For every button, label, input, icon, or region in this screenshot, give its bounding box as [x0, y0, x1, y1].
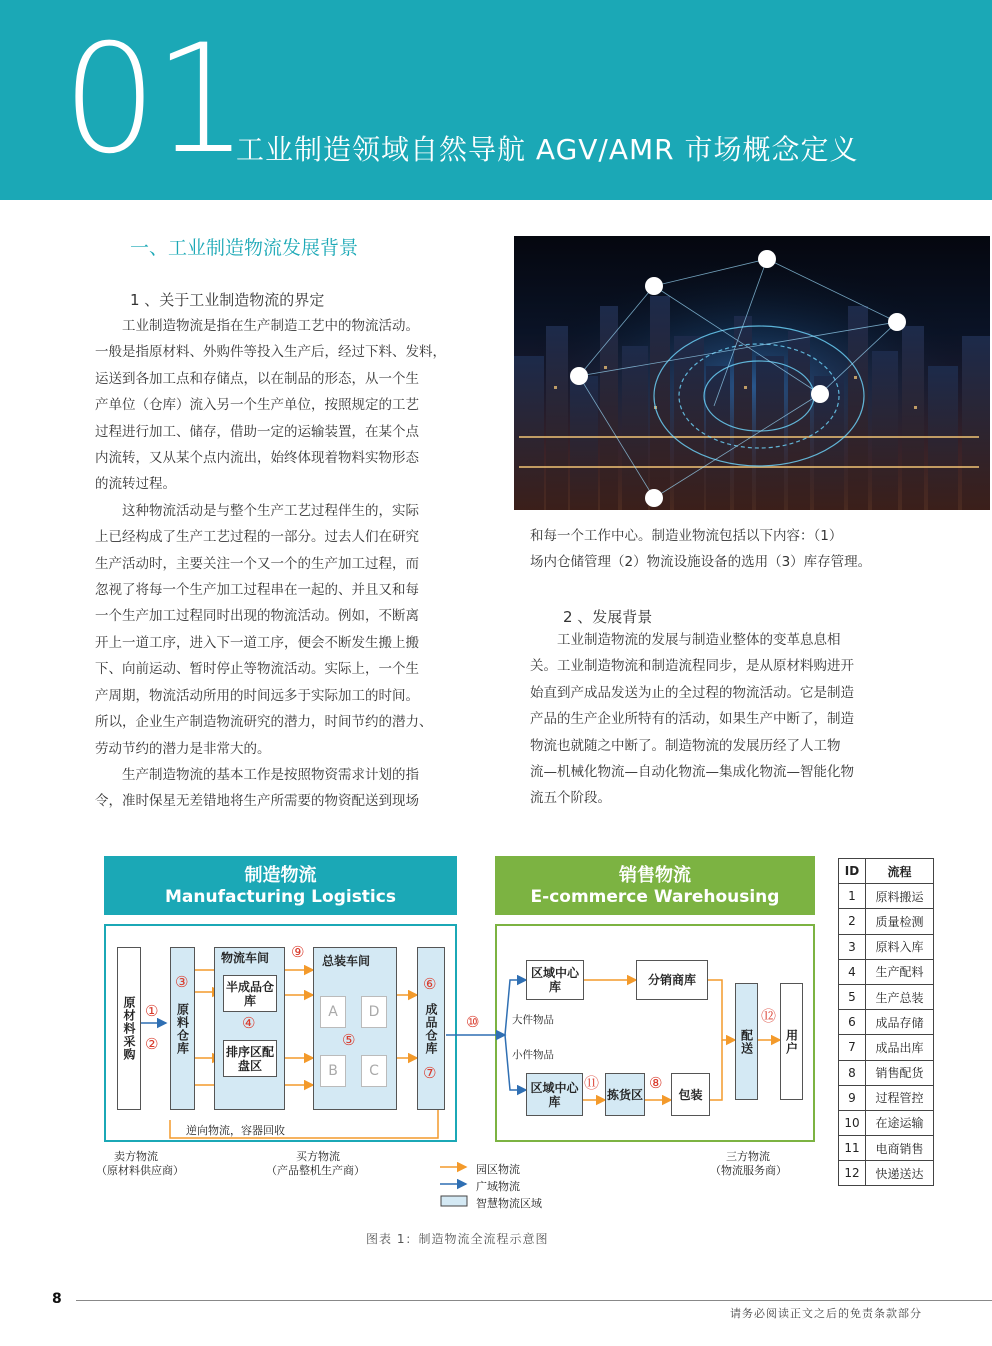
body-text-line: 劳动节约的潜力是非常大的。 [95, 740, 271, 757]
table-cell-id: 3 [839, 934, 866, 959]
figure-caption: 图表 1：制造物流全流程示意图 [366, 1232, 549, 1246]
distributor-box: 分销商库 [636, 960, 708, 1000]
body-text-line: 生产活动时，主要关注一个又一个的生产加工过程，而 [95, 555, 419, 572]
body-text-line: 运送到各加工点和存储点，以在制品的形态，从一个生 [95, 370, 419, 387]
body-text-line: 产周期，物流活动所用的时间远多于实际加工的时间。 [95, 687, 419, 704]
body-text-line: 物流也就随之中断了。制造物流的发展历经了人工物 [530, 737, 841, 754]
raw-warehouse-box: 原料仓库 [170, 947, 195, 1110]
table-cell-process: 生产配料 [866, 959, 934, 984]
table-cell-id: 9 [839, 1085, 866, 1110]
table-row [839, 909, 934, 934]
region-center-1-box: 区域中心库 [526, 960, 584, 1000]
body-text-line: 工业制造物流是指在生产制造工艺中的物流活动。 [95, 318, 419, 334]
table-cell-process: 在途运输 [866, 1110, 934, 1135]
body-text-line: 场内仓储管理（2）物流设施设备的选用（3）库存管理。 [530, 554, 872, 571]
picking-box: 拣货区 [605, 1073, 645, 1116]
logistics-workshop-label: 物流车间 [221, 951, 270, 965]
table-row [839, 1136, 934, 1161]
node-a: A [320, 996, 346, 1028]
table-cell-id: 11 [839, 1136, 866, 1161]
body-text-line: 内流转，又从某个点内流出，始终体现着物料实物形态 [95, 450, 419, 467]
chapter-title: 工业制造领域自然导航 AGV/AMR 市场概念定义 [236, 133, 859, 166]
table-row [839, 1161, 934, 1186]
body-text-line: 忽视了将每一个生产加工过程串在一起的、并且又和每 [95, 582, 419, 599]
table-cell-id: 2 [839, 909, 866, 934]
table-row [839, 1035, 934, 1060]
table-cell-process: 质量检测 [866, 909, 934, 934]
legend-park-label: 园区物流 [476, 1163, 520, 1176]
body-text-line: 流五个阶段。 [530, 790, 611, 807]
manufacturing-title-en: Manufacturing Logistics [165, 887, 396, 907]
table-cell-id: 6 [839, 1010, 866, 1035]
step-11-marker: ⑪ [584, 1074, 600, 1092]
table-header-row [839, 859, 934, 884]
table-row [839, 959, 934, 984]
table-cell-process: 原料搬运 [866, 884, 934, 909]
table-cell-id: 1 [839, 884, 866, 909]
node-c: C [361, 1055, 387, 1087]
table-cell-process: 成品存储 [866, 1010, 934, 1035]
table-row [839, 1085, 934, 1110]
section-heading: 一、工业制造物流发展背景 [130, 237, 359, 259]
body-text-line: 下、向前运动、暂时停止等物流活动。实际上，一个生 [95, 661, 419, 678]
body-text-line: 这种物流活动是与整个生产工艺过程伴生的，实际 [95, 502, 419, 519]
raw-purchase-box: 原材料采购 [117, 947, 141, 1110]
table-row [839, 884, 934, 909]
table-row [839, 1060, 934, 1085]
step-12-marker: ⑫ [761, 1007, 777, 1025]
body-text-line: 流—机械化物流—自动化物流—集成化物流—智能化物 [530, 764, 854, 781]
subsection-1-heading: 1 、关于工业制造物流的界定 [130, 291, 325, 309]
table-cell-id: 7 [839, 1035, 866, 1060]
buyer-sub-label: （产品整机生产商） [266, 1164, 365, 1177]
table-row [839, 1110, 934, 1135]
step-7-marker: ⑦ [423, 1064, 437, 1082]
table-cell-process: 过程管控 [866, 1085, 934, 1110]
small-goods-label: 小件物品 [512, 1049, 554, 1061]
body-text-line: 关。工业制造物流和制造流程同步，是从原材料购进开 [530, 658, 854, 675]
table-cell-id: 12 [839, 1161, 866, 1186]
assembly-workshop-label: 总装车间 [322, 954, 371, 968]
node-b: B [320, 1055, 346, 1087]
manufacturing-title-cn: 制造物流 [244, 865, 317, 886]
table-cell-process: 原料入库 [866, 934, 934, 959]
process-table [838, 858, 934, 1186]
body-text-line: 令，准时保星无差错地将生产所需要的物资配送到现场 [95, 793, 419, 810]
step-2-marker: ② [145, 1035, 159, 1053]
table-row [839, 934, 934, 959]
step-1-marker: ① [145, 1002, 159, 1020]
chapter-number: 01 [62, 13, 245, 187]
buyer-logistics-label: 买方物流 [296, 1150, 340, 1163]
body-text-line: 工业制造物流的发展与制造业整体的变革息息相 [530, 632, 841, 648]
step-3-marker: ③ [175, 973, 189, 991]
body-text-line: 产单位（仓库）流入另一个生产单位，按照规定的工艺 [95, 397, 419, 414]
step-9-marker: ⑨ [291, 943, 305, 961]
page-number: 8 [52, 1291, 62, 1307]
body-text-line: 始直到产成品发送为止的全过程的物流活动。它是制造 [530, 684, 854, 701]
delivery-box: 配送 [735, 983, 758, 1100]
step-6-marker: ⑥ [423, 975, 437, 993]
large-goods-label: 大件物品 [512, 1014, 554, 1026]
table-cell-id: 10 [839, 1110, 866, 1135]
table-header-id: ID [839, 859, 866, 884]
table-cell-process: 生产总装 [866, 984, 934, 1009]
step-5-marker: ⑤ [342, 1031, 356, 1049]
body-text-line: 一个生产加工过程同时出现的物流活动。例如，不断离 [95, 608, 419, 625]
legend-smart-label: 智慧物流区域 [476, 1197, 542, 1210]
semi-warehouse-box: 半成品仓库 [223, 975, 277, 1012]
footer-divider [76, 1300, 992, 1301]
finished-warehouse-box: 成品仓库 [417, 947, 445, 1110]
step-4-marker: ④ [242, 1014, 256, 1032]
body-text-line: 过程进行加工、储存，借助一定的运输装置，在某个点 [95, 423, 419, 440]
body-text-line: 产品的生产企业所特有的活动，如果生产中断了，制造 [530, 711, 854, 728]
table-cell-id: 5 [839, 984, 866, 1009]
body-text-line: 的流转过程。 [95, 476, 176, 493]
third-party-sub-label: （物流服务商） [710, 1164, 787, 1177]
legend-wide-label: 广域物流 [476, 1180, 520, 1193]
seller-sub-label: （原材料供应商） [96, 1164, 184, 1177]
table-cell-process: 成品出库 [866, 1035, 934, 1060]
table-body [839, 884, 934, 1186]
body-text-line: 所以，企业生产制造物流研究的潜力，时间节约的潜力、 [95, 714, 433, 731]
step-10-marker: ⑩ [466, 1013, 480, 1031]
body-text-line: 一般是指原材料、外购件等投入生产后，经过下料、发料， [95, 344, 446, 361]
sort-area-box: 排序区配盘区 [223, 1040, 277, 1077]
body-text-line: 和每一个工作中心。制造业物流包括以下内容：（1） [530, 528, 843, 544]
table-cell-process: 快递送达 [866, 1161, 934, 1186]
subsection-2-heading: 2 、发展背景 [563, 608, 653, 626]
table-cell-id: 4 [839, 959, 866, 984]
table-cell-process: 销售配货 [866, 1060, 934, 1085]
table-cell-process: 电商销售 [866, 1136, 934, 1161]
footer-disclaimer: 请务必阅读正文之后的免责条款部分 [730, 1307, 922, 1320]
third-party-label: 三方物流 [726, 1150, 770, 1163]
ecommerce-title-cn: 销售物流 [619, 865, 691, 886]
step-8-marker: ⑧ [649, 1074, 663, 1092]
seller-logistics-label: 卖方物流 [114, 1150, 158, 1163]
body-text-line: 上已经构成了生产工艺过程的一部分。过去人们在研究 [95, 529, 419, 546]
node-d: D [361, 996, 387, 1028]
region-center-2-box: 区域中心库 [526, 1073, 583, 1116]
table-header-process: 流程 [866, 859, 934, 884]
reverse-logistics-label: 逆向物流，容器回收 [186, 1124, 285, 1137]
body-text-line: 开上一道工序，进入下一道工序，便会不断发生搬上搬 [95, 634, 419, 651]
ecommerce-title-en: E-commerce Warehousing [530, 887, 780, 907]
body-text-line: 生产制造物流的基本工作是按照物资需求计划的指 [95, 766, 419, 783]
table-row [839, 984, 934, 1009]
table-cell-id: 8 [839, 1060, 866, 1085]
user-box: 用户 [780, 983, 803, 1100]
packing-box: 包装 [671, 1073, 710, 1116]
table-row [839, 1010, 934, 1035]
